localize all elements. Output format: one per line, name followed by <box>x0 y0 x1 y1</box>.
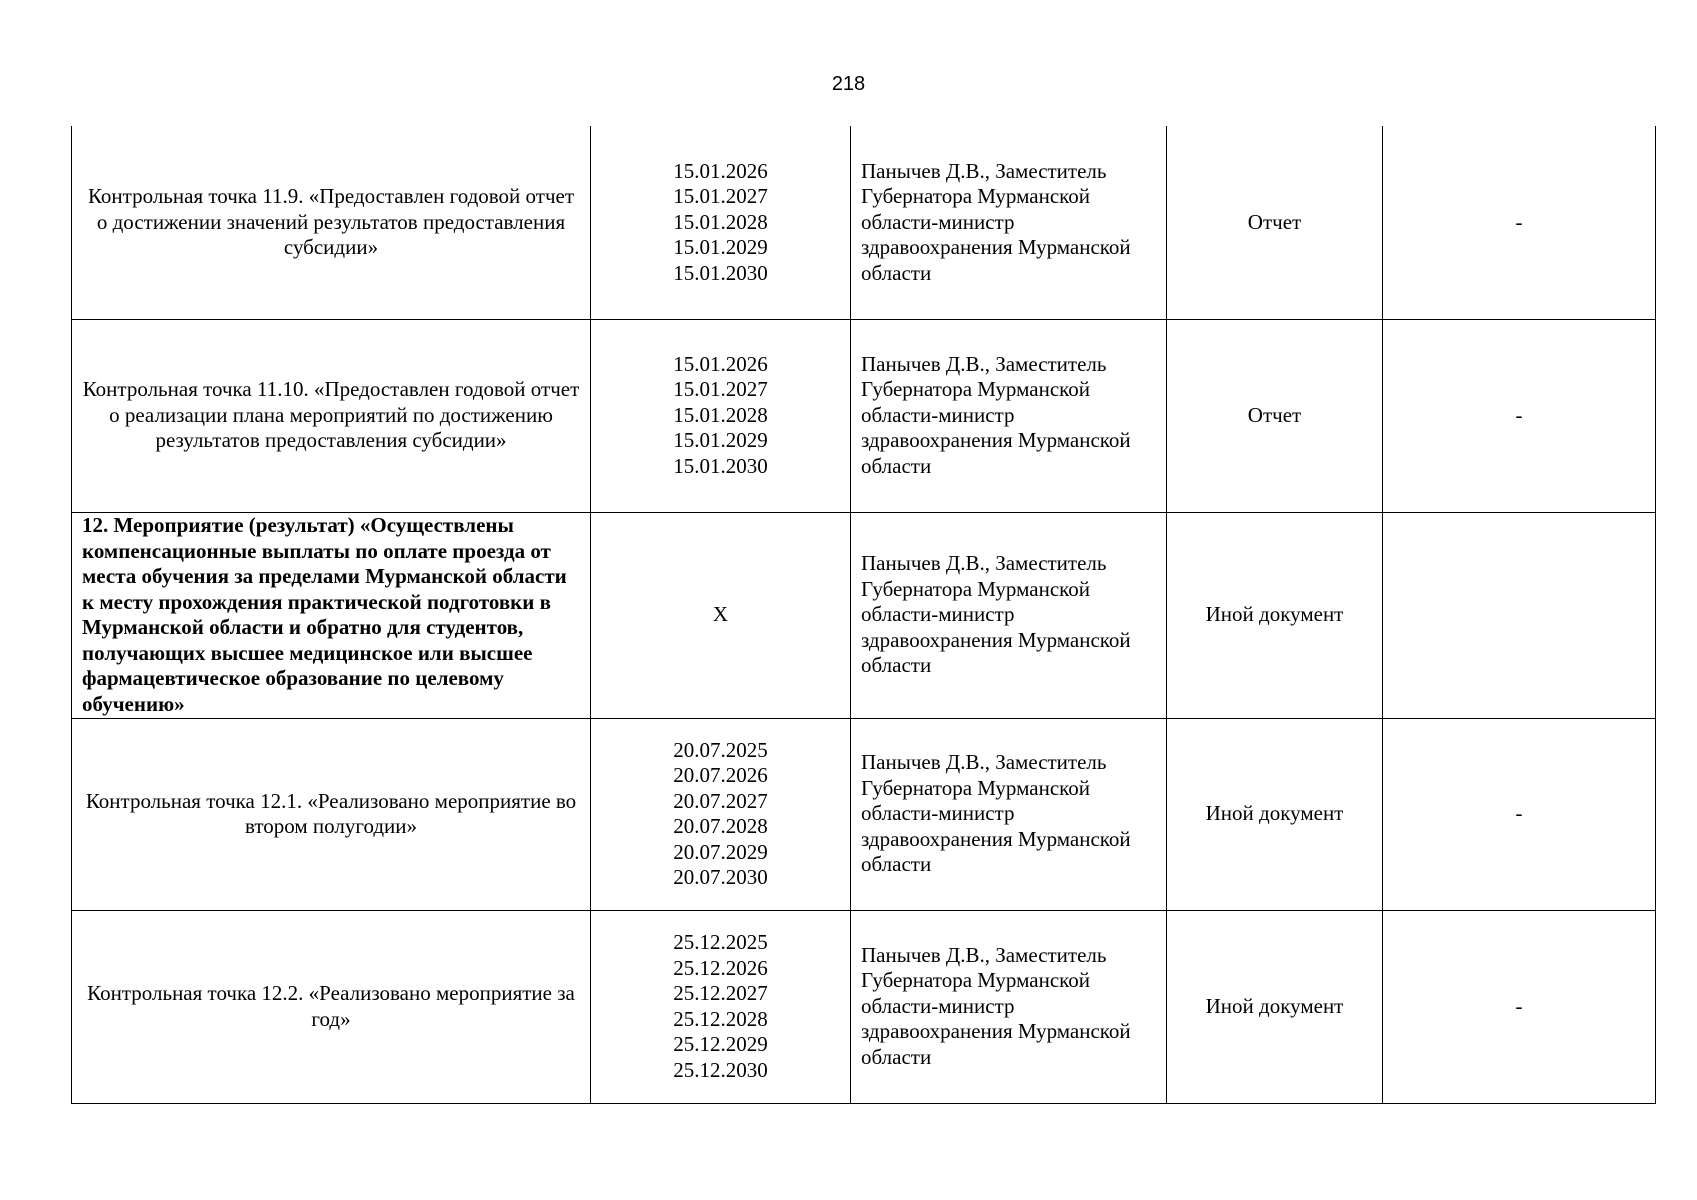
responsible-text: Панычев Д.В., Заместитель Губернатора Мурманской области-министр здравоохранения Мурманской области <box>861 158 1131 285</box>
event-name-cell: Контрольная точка 12.2. «Реализовано мероприятие за год» <box>72 910 591 1103</box>
page-number: 218 <box>831 73 866 95</box>
table-row <box>72 718 1656 910</box>
date-value: 15.01.2030 <box>673 260 768 285</box>
note-cell: - <box>1383 319 1656 512</box>
dates-cell <box>591 910 851 1103</box>
responsible-cell <box>851 319 1167 512</box>
event-title-cell: 12. Мероприятие (результат) «Осуществлены компенсационные выплаты по оплате проезда от места обучения за пределами Мурманской области к месту прохождения практической подготовки в Мурманской области и обратно для студентов, получающих высшее медицинское или высшее фармацевтическое образование по целевому обучению» <box>72 512 591 718</box>
date-value: 15.01.2028 <box>673 402 768 427</box>
date-value: 20.07.2026 <box>673 763 768 787</box>
date-value: 15.01.2029 <box>673 235 768 259</box>
date-value: 15.01.2029 <box>673 428 768 453</box>
responsible-text: Панычев Д.В., Заместитель Губернатора Мурманской области-министр здравоохранения Мурманской области <box>861 351 1131 478</box>
date-value: 25.12.2030 <box>673 1057 768 1082</box>
responsible-text: Панычев Д.В., Заместитель Губернатора Мурманской области-министр здравоохранения Мурманской области <box>861 750 1131 877</box>
document-type-cell: Отчет <box>1167 319 1383 512</box>
date-value: 20.07.2028 <box>673 814 768 838</box>
date-value: X <box>712 602 729 627</box>
event-name-cell: Контрольная точка 11.10. «Предоставлен годовой отчет о реализации плана мероприятий по достижению результатов предоставления субсидии» <box>72 319 591 512</box>
responsible-cell <box>851 126 1167 319</box>
note-cell: - <box>1383 718 1656 910</box>
document-type-cell: Иной документ <box>1167 512 1383 718</box>
responsible-cell <box>851 910 1167 1103</box>
date-value: 20.07.2027 <box>673 788 768 813</box>
dates-cell <box>591 126 851 319</box>
date-value: 25.12.2027 <box>673 981 768 1005</box>
date-value: 15.01.2028 <box>673 209 768 234</box>
document-type-cell: Иной документ <box>1167 910 1383 1103</box>
dates-cell <box>591 319 851 512</box>
dates-cell <box>591 512 851 718</box>
date-value: 20.07.2025 <box>673 737 768 762</box>
responsible-text: Панычев Д.В., Заместитель Губернатора Мурманской области-министр здравоохранения Мурманской области <box>861 942 1131 1069</box>
table-row <box>72 512 1656 718</box>
document-type-cell: Отчет <box>1167 126 1383 319</box>
event-name-cell: Контрольная точка 11.9. «Предоставлен годовой отчет о достижении значений результатов предоставления субсидии» <box>72 126 591 319</box>
date-value: 20.07.2030 <box>673 865 768 889</box>
date-value: 20.07.2029 <box>673 839 768 864</box>
table-row <box>72 126 1656 319</box>
responsible-text: Панычев Д.В., Заместитель Губернатора Мурманской области-министр здравоохранения Мурманской области <box>861 551 1131 678</box>
date-value: 15.01.2026 <box>673 351 768 376</box>
date-value: 15.01.2026 <box>673 158 768 183</box>
date-value: 15.01.2027 <box>673 377 768 402</box>
document-type-cell: Иной документ <box>1167 718 1383 910</box>
event-name-cell: Контрольная точка 12.1. «Реализовано мероприятие во втором полугодии» <box>72 718 591 910</box>
date-value: 25.12.2025 <box>673 930 768 954</box>
date-value: 15.01.2030 <box>673 453 768 478</box>
note-cell: - <box>1383 126 1656 319</box>
note-cell: - <box>1383 910 1656 1103</box>
table-row <box>72 910 1656 1103</box>
date-value: 15.01.2027 <box>673 184 768 208</box>
responsible-cell <box>851 512 1167 718</box>
date-value: 25.12.2029 <box>673 1032 768 1056</box>
note-cell <box>1383 512 1656 718</box>
dates-cell <box>591 718 851 910</box>
date-value: 25.12.2028 <box>673 1006 768 1031</box>
table-row <box>72 319 1656 512</box>
date-value: 25.12.2026 <box>673 955 768 980</box>
responsible-cell <box>851 718 1167 910</box>
control-points-table <box>71 126 1656 1104</box>
